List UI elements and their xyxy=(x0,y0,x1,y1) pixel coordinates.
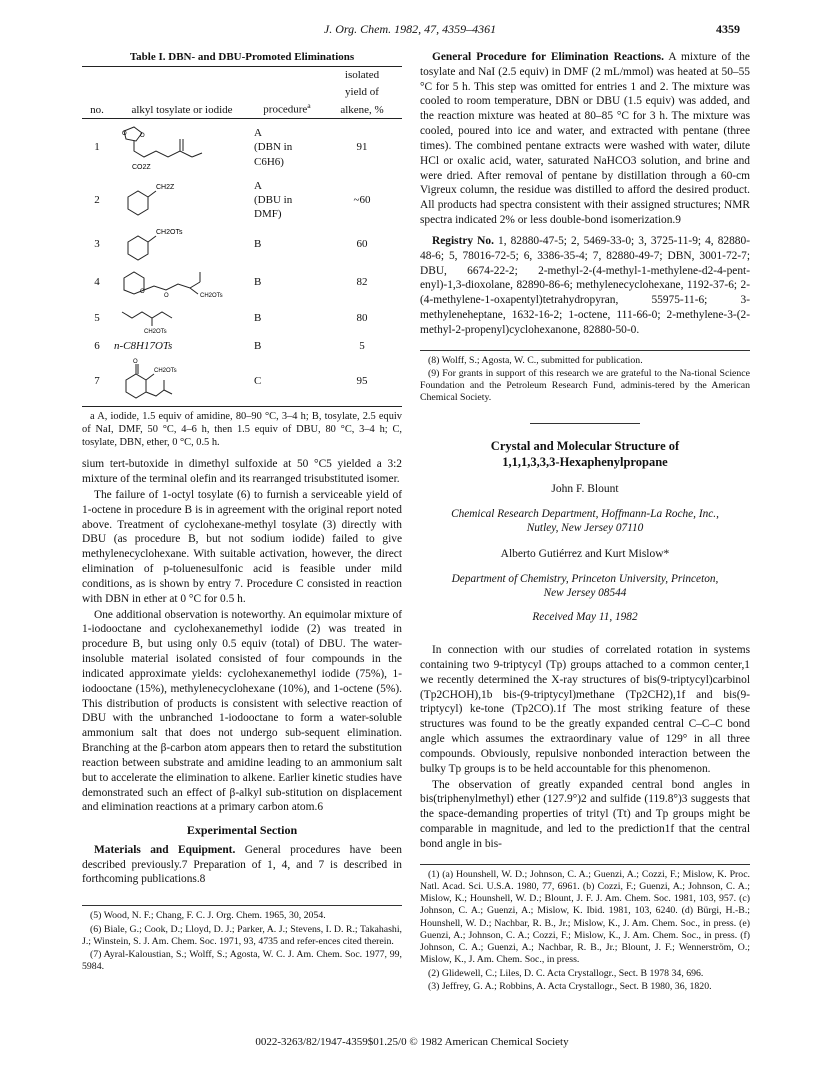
article-title: Crystal and Molecular Structure of 1,1,1,3,3,3-Hexaphenylpropane xyxy=(490,438,680,469)
references-right-top xyxy=(420,350,750,405)
reference: (6) Biale, G.; Cook, D.; Lloyd, D. J.; Parker, A. J.; Stevens, I. D. R.; Takahashi, J.; Winstein, S. J. Am. Chem. Soc. 1971, 93, 4735 and refer-ences cited therein. xyxy=(82,923,402,947)
reference: (8) Wolff, S.; Agosta, W. C., submitted for publication. xyxy=(428,354,643,366)
reference: (2) Glidewell, C.; Liles, D. C. Acta Crystallogr., Sect. B 1978 34, 696. xyxy=(428,967,704,979)
svg-text:O: O xyxy=(140,289,145,296)
paragraph: Materials and Equipment. General procedures have been described previously.7 Preparation of 1, 4, and 7 is described in forthcoming publications.8 xyxy=(82,843,402,886)
paragraph: One additional observation is noteworthy. An equimolar mixture of 1-iodooctane and cyclohexanemethyl iodide (2) was treated in procedure B, but using only 0.5 equiv (total) of DBU. The water-insoluble material isolated consisted of four compounds in the indicated approximate yields: cyclohexanemethyl iodide (75%), 1-iodooctane (15%), methylenecyclohexane (10%), and 1-octene (5%). This distribution of products is consistent with selective reaction of DBU with the unbranched 1-iodooctane to form a water-soluble ammonium salt that does not undergo sub-sequent elimination. Branching at the β-carbon atom appears then to retard the substitution reaction between substrate and amidine leading to an ammonium salt but to accelerate the elimination to alkene. Earlier kinetic studies have demonstrated such an effect of β-alkyl sub-stitution on displacement and elimination reactions at a primary carbon atom.6 xyxy=(82,608,402,814)
table-row: 5 CH2OTs B 80 xyxy=(82,300,402,336)
svg-text:O: O xyxy=(133,359,138,366)
reference: (9) For grants in support of this research we are grateful to the Na-tional Science Foundation and the Petroleum Research Fund, adminis-tered by the American Chemical Society. xyxy=(420,367,750,404)
structure-6: n-C8H17OTs xyxy=(114,340,173,353)
paragraph: The observation of greatly expanded central bond angles in bis(triphenylmethyl) ether (127.9°)2 and sulfide (119.8°)3 suggests that the space-demanding properties of trityl (Tt) and Tp groups might be comparable in magnitude, and led to the prediction1f that the central bond angle in bis- xyxy=(420,778,750,850)
table-row: 7 O CH2OTs C 95 xyxy=(82,356,402,407)
table-row: 2 CH2Z A (DBU in DMF) ~60 xyxy=(82,176,402,224)
article-divider xyxy=(530,423,640,424)
paragraph: The failure of 1-octyl tosylate (6) to furnish a serviceable yield of 1-octene in procedure B is in agreement with the original report noted above. Treatment of cyclohexane-methyl tosylate (3) directly with DBU (as procedure B, but not sodium iodide) failed to give methylenecyclohexane. With suitable activation, however, the direct elimination of p-toluenesulfonic acid is feasible under mild conditions, as is shown by entry 7. Procedure C consisted in reaction with DBN in ether at 0 °C for 0.5 h. xyxy=(82,489,402,605)
table-row: 3 CH2OTs B 60 xyxy=(82,224,402,264)
svg-text:CH2OTs: CH2OTs xyxy=(144,329,167,335)
affiliation: Chemical Research Department, Hoffmann-La Roche, Inc., Nutley, New Jersey 07110 xyxy=(451,508,719,535)
paragraph: sium tert-butoxide in dimethyl sulfoxide at 50 °C5 yielded a 3:2 mixture of the terminal olefin and its rearranged trisubstituted isomer. xyxy=(82,458,402,486)
paragraph: General Procedure for Elimination Reactions. A mixture of the tosylate and NaI (2.5 equiv) in DMF (2 mL/mmol) was heated at 50–55 °C for 5 h. This step was omitted for entries 1 and 2. The mixture was cooled to room temperature, DBN or DBU (1.5 equiv) was added, and the reaction mixture was heated at 80–85 °C for 3 h. The mixture was cooled, poured into ice and water, and extracted with pentane (three times). The combined pentane extracts were washed with water, dilute HCl or oxalic acid, water, saturated NaHCO3 solution, and brine and were dried. After removal of pentane by distillation through a 60-cm Vigreux column, the residue was distilled to afford the desired product. All products had spectra consistent with their assigned structures; NMR spectra indicated 2% or less double-bond isomerization.9 xyxy=(420,51,750,227)
reference: (5) Wood, N. F.; Chang, F. C. J. Org. Chem. 1965, 30, 2054. xyxy=(90,910,326,922)
affiliation: Department of Chemistry, Princeton University, Princeton, New Jersey 08544 xyxy=(451,573,719,600)
svg-text:CH2Z: CH2Z xyxy=(156,184,175,192)
structure-1 xyxy=(112,118,252,176)
reference: (1) (a) Hounshell, W. D.; Johnson, C. A.; Guenzi, A.; Cozzi, F.; Mislow, K. Proc. Natl. Acad. Sci. U.S.A. 1980, 77, 6961. (b) Cozzi, F.; Guenzi, A.; Johnson, C. A.; Mislow, K.; Hounshell, W. D.; Blount, J. F. J. Am. Chem. Soc. 1981, 103, 957. (c) Johnson, C. A.; Guenzi, A.; Mislow, K. Ibid. 1981, 103, 6240. (d) Bürgi, H.-B.; Hounshell, W. D.; Nachbar, R. B., Jr.; Mislow, K., J. Am. Chem. Soc., in press. (e) Guenzi, A.; Johnson, C. A.; Cozzi, F.; Mislow, K., J. Am. Chem. Soc., in press. (f) Johnson, C. A.; Guenzi, A.; Nachbar, R. B., Jr.; Blount, J. F.; Wennerström, O.; Mislow, K., J. Am. Chem. Soc., in press. xyxy=(420,868,750,966)
col-header-procedure: procedure$^a$ xyxy=(252,100,322,118)
received-date: Received May 11, 1982 xyxy=(532,611,638,624)
journal-citation: J. Org. Chem. 1982, 47, 4359–4361 xyxy=(323,22,497,36)
svg-text:O: O xyxy=(164,293,169,299)
right-column xyxy=(420,50,750,994)
table-footnote: a A, iodide, 1.5 equiv of amidine, 80–90 °C, 3–4 h; B, tosylate, 2.5 equiv of NaI, DMF, 50 °C, 4–6 h, then 1.5 equiv of DBU, 80 °C, 3–4 h; C, tosylate, DBN, ether, 0 °C, 0.5 h. xyxy=(82,411,402,449)
svg-text:O: O xyxy=(140,132,145,139)
col-header-substrate: alkyl tosylate or iodide xyxy=(112,100,252,118)
paragraph: Registry No. 1, 82880-47-5; 2, 5469-33-0; 3, 3725-11-9; 4, 82880-48-6; 5, 78016-72-5; 6, 3386-35-4; 7, 82880-49-7; DBN, 3001-72-7; DBU, 6674-22-2; 2-methyl-2-(4-methyl-1-methylene-d2-4-pent-enyl)-1,3-dioxolane, 82890-86-6; methylenecyclohexane, 1192-37-6; 2-(4-methylene-1-oxapentyl)tetrahydropyran, 55975-11-6; 3-methyleneheptane, 1632-16-2; 1-octene, 111-66-0; 2-methylene-3-(2-methyl-2-propenyl)cyclohexanone, 82880-50-0. xyxy=(420,234,750,336)
page-header xyxy=(80,22,740,38)
page-number: 4359 xyxy=(716,22,740,36)
table-row: 4 O O CH2OTs B 82 xyxy=(82,264,402,300)
references-right xyxy=(420,864,750,993)
reference: (7) Ayral-Kaloustian, S.; Wolff, S.; Agosta, W. C. J. Am. Chem. Soc. 1977, 99, 5984. xyxy=(82,949,402,973)
svg-text:O: O xyxy=(122,130,127,137)
col-header-yield-3: alkene, % xyxy=(322,100,402,118)
page-footer: 0022-3263/82/1947-4359$01.25/0 © 1982 American Chemical Society xyxy=(255,1036,569,1048)
left-column xyxy=(82,50,402,974)
svg-text:CH2OTs: CH2OTs xyxy=(156,229,183,237)
references-left xyxy=(82,905,402,973)
structure-3 xyxy=(112,224,252,264)
structure-7 xyxy=(112,356,252,407)
svg-text:CH2OTs: CH2OTs xyxy=(154,368,177,375)
col-header-yield-2: yield of xyxy=(345,85,379,98)
author: Alberto Gutiérrez and Kurt Mislow* xyxy=(500,548,670,561)
col-header-no: no. xyxy=(82,100,112,118)
structure-2 xyxy=(112,176,252,224)
reference: (3) Jeffrey, G. A.; Robbins, A. Acta Crystallogr., Sect. B 1980, 36, 1820. xyxy=(428,980,712,992)
table-title: Table I. DBN- and DBU-Promoted Eliminations xyxy=(129,51,355,63)
structure-4 xyxy=(112,264,252,300)
paragraph: In connection with our studies of correlated rotation in systems containing two 9-triptycyl (Tp) groups attached to a common center,1 we recently determined the X-ray structures of bis(9-triptycyl)carbinol (Tp2CHOH),1b bis-(9-triptycyl)methane (Tp2CH2),1f and bis(9-triptycyl) ke-tone (Tp2CO).1f The most striking feature of these structures was found to be the greatly expanded central C–C–C bond angle which assumes the extraordinary value of 129° in all three compounds. Obviously, repulsive nonbonded interaction between the bulky Tp groups is to be held accountable for this phenomenon. xyxy=(420,644,750,775)
svg-text:CO2Z: CO2Z xyxy=(132,163,151,171)
eliminations-table xyxy=(82,66,402,407)
svg-text:CH2OTs: CH2OTs xyxy=(200,293,223,299)
col-header-yield-1: isolated xyxy=(322,67,402,84)
author: John F. Blount xyxy=(551,483,619,496)
table-row: 6 n-C8H17OTs B 5 xyxy=(82,336,402,356)
table-row: 1 CO2Z O O A (DBN in C6H6) 91 xyxy=(82,118,402,176)
structure-5 xyxy=(112,300,252,336)
section-heading: Experimental Section xyxy=(186,823,298,838)
